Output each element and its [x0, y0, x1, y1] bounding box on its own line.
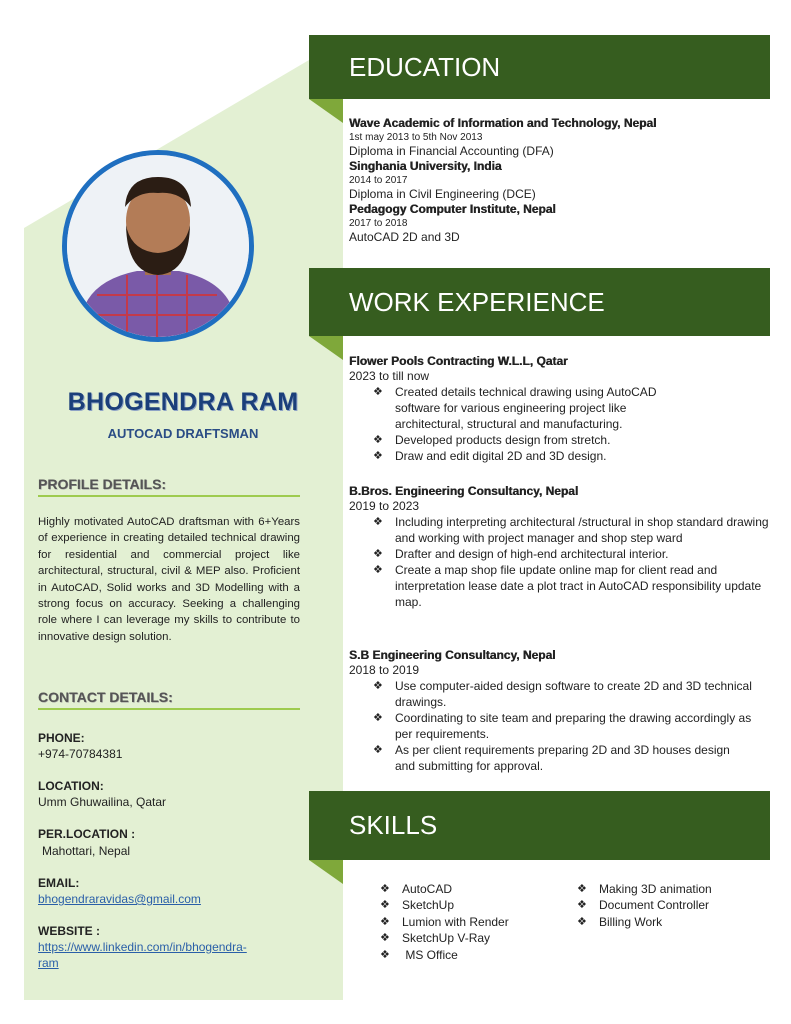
phone-value: +974-70784381	[38, 747, 123, 761]
candidate-name: BHOGENDRA RAM	[67, 388, 299, 416]
education-dates: 2014 to 2017	[349, 175, 408, 186]
profile-summary: Highly motivated AutoCAD draftsman with 6+Years of experience in creating detailed technical drawing for residential and commercial project like architectural, structural, civil & MEP also. Proficient in AutoCAD, Solid works and 3D Modelling with a strong focus on accuracy. Seeking a challenging role where I can leverage my skills to contribute to innovative design solution.	[38, 516, 300, 643]
job-bullet: ❖ Drafter and design of high-end architectural interior.	[373, 546, 769, 562]
skill-item: ❖ SketchUp	[380, 897, 509, 913]
job-company: S.B Engineering Consultancy, Nepal	[349, 648, 556, 662]
education-entry	[349, 159, 769, 202]
profile-details-heading: PROFILE DETAILS:	[38, 476, 300, 497]
job-bullet: ❖ Use computer-aided design software to create 2D and 3D technical drawings.	[373, 678, 753, 710]
job-period: 2018 to 2019	[349, 663, 420, 677]
job-entry	[349, 648, 769, 774]
job-bullet: ❖ Coordinating to site team and preparing the drawing accordingly as per requirements.	[373, 710, 753, 742]
skill-item: ❖ Making 3D animation	[577, 881, 712, 897]
banner-fold-icon	[309, 99, 343, 123]
location-label: LOCATION:	[38, 779, 104, 793]
person-portrait-icon	[67, 155, 249, 337]
education-detail: Diploma in Civil Engineering (DCE)	[349, 187, 536, 201]
per-location-label: PER.LOCATION :	[38, 827, 136, 841]
skill-item: ❖ SketchUp V-Ray	[380, 930, 509, 946]
job-company: B.Bros. Engineering Consultancy, Nepal	[349, 484, 579, 498]
job-entry	[349, 354, 769, 464]
education-org: Pedagogy Computer Institute, Nepal	[349, 202, 556, 216]
job-bullet: ❖ Created details technical drawing using AutoCAD software for various engineering project like architectural, structural and manufacturing.	[373, 384, 673, 432]
education-dates: 1st may 2013 to 5th Nov 2013	[349, 132, 483, 143]
skills-heading: SKILLS	[349, 810, 438, 840]
phone-label: PHONE:	[38, 731, 85, 745]
job-bullet: ❖ Developed products design from stretch.	[373, 432, 673, 448]
email-link[interactable]: bhogendraravidas@gmail.com	[38, 892, 201, 906]
job-company: Flower Pools Contracting W.L.L, Qatar	[349, 354, 568, 368]
skill-item: ❖ Billing Work	[577, 914, 712, 930]
education-detail: Diploma in Financial Accounting (DFA)	[349, 144, 554, 158]
education-detail: AutoCAD 2D and 3D	[349, 230, 460, 244]
skill-item: ❖ Lumion with Render	[380, 914, 509, 930]
job-entry	[349, 484, 769, 610]
skills-list-right	[577, 881, 712, 930]
work-experience-banner	[309, 268, 770, 336]
job-bullets	[349, 678, 753, 774]
skill-item: ❖ AutoCAD	[380, 881, 509, 897]
website-link-line1[interactable]: https://www.linkedin.com/in/bhogendra-	[38, 940, 247, 954]
job-bullets	[349, 384, 673, 464]
skills-list-left	[380, 881, 509, 963]
education-org: Wave Academic of Information and Technology, Nepal	[349, 116, 657, 130]
skills-banner	[309, 791, 770, 860]
contact-details-heading: CONTACT DETAILS:	[38, 689, 300, 710]
skill-item: ❖ Document Controller	[577, 897, 712, 913]
education-org: Singhania University, India	[349, 159, 502, 173]
candidate-title: AUTOCAD DRAFTSMAN	[107, 426, 259, 441]
website-label: WEBSITE :	[38, 924, 100, 938]
education-entry	[349, 116, 769, 159]
education-entry	[349, 202, 769, 245]
education-section	[349, 116, 769, 245]
job-period: 2019 to 2023	[349, 499, 420, 513]
education-heading: EDUCATION	[349, 52, 501, 82]
website-link[interactable]	[38, 939, 308, 971]
location-value: Umm Ghuwailina, Qatar	[38, 795, 167, 809]
job-bullet: ❖ Including interpreting architectural /structural in shop standard drawing and working with project manager and shop step ward	[373, 514, 769, 546]
job-bullets	[349, 514, 769, 610]
job-bullet: ❖ As per client requirements preparing 2D and 3D houses design and submitting for approval.	[373, 742, 753, 774]
per-location-value: Mahottari, Nepal	[42, 844, 131, 858]
skill-item: ❖ MS Office	[380, 947, 509, 963]
email-label: EMAIL:	[38, 876, 80, 890]
website-link-line2[interactable]: ram	[38, 956, 59, 970]
profile-photo	[62, 150, 254, 342]
education-banner	[309, 35, 770, 99]
job-bullet: ❖ Create a map shop file update online map for client read and interpretation lease date a plot tract in AutoCAD responsibility update map.	[373, 562, 769, 610]
job-period: 2023 to till now	[349, 369, 430, 383]
banner-fold-icon	[309, 336, 343, 360]
banner-fold-icon	[309, 860, 343, 884]
work-experience-heading: WORK EXPERIENCE	[349, 287, 605, 317]
job-bullet: ❖ Draw and edit digital 2D and 3D design.	[373, 448, 673, 464]
education-dates: 2017 to 2018	[349, 218, 408, 229]
